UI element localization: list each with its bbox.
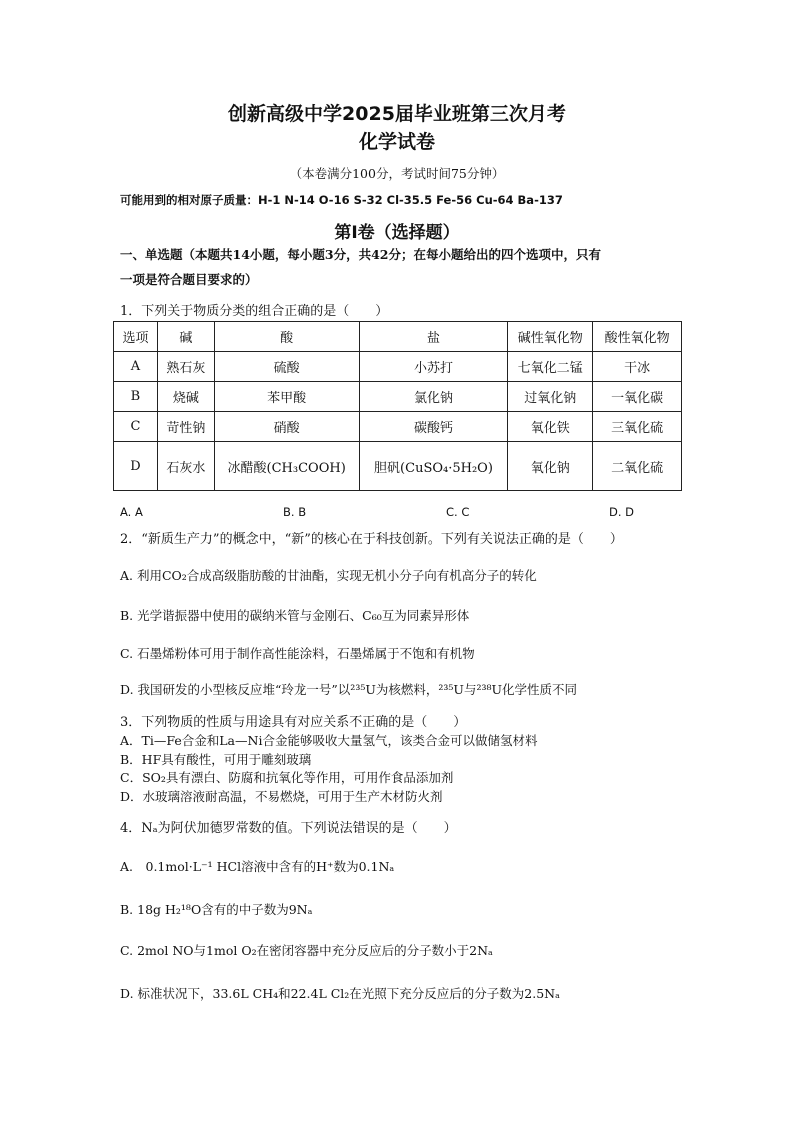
- q3-option-b: B．HF具有酸性，可用于雕刻玻璃: [120, 752, 312, 767]
- table-header-cell: 碱: [157, 322, 214, 352]
- q3-option-d: D．水玻璃溶液耐高温，不易燃烧，可用于生产木材防火剂: [120, 789, 443, 804]
- table-cell: 干冰: [593, 352, 682, 382]
- q4-stem: 4．Nₐ为阿伏加德罗常数的值。下列说法错误的是（ ）: [120, 821, 457, 836]
- q1-answer-b: B. B: [283, 505, 307, 519]
- q1-stem: 1．下列关于物质分类的组合正确的是（ ）: [120, 304, 389, 319]
- table-cell: 胆矾(CuSO₄·5H₂O): [359, 442, 508, 491]
- table-cell: 三氧化硫: [593, 412, 682, 442]
- q2-option-a: A. 利用CO₂合成高级脂肪酸的甘油酯，实现无机小分子向有机高分子的转化: [120, 568, 537, 583]
- q4-option-a: A. 0.1mol·L⁻¹ HCl溶液中含有的H⁺数为0.1Nₐ: [120, 859, 395, 874]
- q4-option-c: C. 2mol NO与1mol O₂在密闭容器中充分反应后的分子数小于2Nₐ: [120, 943, 493, 958]
- q3-option-a: A．Ti—Fe合金和La—Ni合金能够吸收大量氢气，该类合金可以做储氢材料: [120, 733, 538, 748]
- table-header-cell: 酸性氧化物: [593, 322, 682, 352]
- atomic-masses: 可能用到的相对原子质量：H-1 N-14 O-16 S-32 Cl-35.5 Fe-56 Cu-64 Ba-137: [120, 193, 563, 207]
- table-header-cell: 酸: [214, 322, 359, 352]
- q3-stem: 3．下列物质的性质与用途具有对应关系不正确的是（ ）: [120, 715, 467, 730]
- q3-option-c: C．SO₂具有漂白、防腐和抗氧化等作用，可用作食品添加剂: [120, 770, 454, 785]
- table-cell: 冰醋酸(CH₃COOH): [214, 442, 359, 491]
- table-cell: 氧化铁: [508, 412, 593, 442]
- table-cell: 七氧化二锰: [508, 352, 593, 382]
- table-cell: 二氧化硫: [593, 442, 682, 491]
- table-cell: 氧化钠: [508, 442, 593, 491]
- table-cell: 一氧化碳: [593, 382, 682, 412]
- table-row: [114, 442, 682, 491]
- table-row: [114, 352, 682, 382]
- table-header-cell: 盐: [359, 322, 508, 352]
- exam-note: （本卷满分100分，考试时间75分钟）: [289, 166, 505, 181]
- table-cell: A: [114, 352, 158, 382]
- table-header-row: [114, 322, 682, 352]
- table-cell: 熟石灰: [157, 352, 214, 382]
- q2-stem: 2．“新质生产力”的概念中，“新”的核心在于科技创新。下列有关说法正确的是（ ）: [120, 532, 623, 547]
- section-instruction-line2: 一项是符合题目要求的）: [120, 272, 258, 287]
- q1-answer-d: D. D: [609, 505, 635, 519]
- q4-option-d: D. 标准状况下，33.6L CH₄和22.4L Cl₂在光照下充分反应后的分子数为2.5Nₐ: [120, 986, 560, 1001]
- classification-table: [113, 321, 682, 491]
- table-cell: 过氧化钠: [508, 382, 593, 412]
- table-cell: B: [114, 382, 158, 412]
- table-cell: 苛性钠: [157, 412, 214, 442]
- table-header-cell: 碱性氧化物: [508, 322, 593, 352]
- section-title: 第I卷（选择题）: [334, 223, 460, 243]
- table-header-cell: 选项: [114, 322, 158, 352]
- table-cell: 硫酸: [214, 352, 359, 382]
- table-cell: D: [114, 442, 158, 491]
- q1-answer-c: C. C: [446, 505, 470, 519]
- table-cell: 硝酸: [214, 412, 359, 442]
- table-cell: 烧碱: [157, 382, 214, 412]
- q4-option-b: B. 18g H₂¹⁸O含有的中子数为9Nₐ: [120, 902, 313, 917]
- exam-title: 创新高级中学2025届毕业班第三次月考: [228, 103, 566, 125]
- table-row: [114, 382, 682, 412]
- table-cell: 氯化钠: [359, 382, 508, 412]
- table-cell: 石灰水: [157, 442, 214, 491]
- table-cell: 小苏打: [359, 352, 508, 382]
- table-cell: 碳酸钙: [359, 412, 508, 442]
- q2-option-d: D. 我国研发的小型核反应堆“玲龙一号”以²³⁵U为核燃料，²³⁵U与²³⁸U化学性质不同: [120, 682, 578, 697]
- table-cell: C: [114, 412, 158, 442]
- q1-answer-a: A. A: [120, 505, 143, 519]
- q2-option-c: C. 石墨烯粉体可用于制作高性能涂料，石墨烯属于不饱和有机物: [120, 646, 475, 661]
- q2-option-b: B. 光学谐振器中使用的碳纳米管与金刚石、C₆₀互为同素异形体: [120, 608, 470, 623]
- exam-subject: 化学试卷: [358, 131, 435, 153]
- table-row: [114, 412, 682, 442]
- table-cell: 苯甲酸: [214, 382, 359, 412]
- section-instruction-line1: 一、单选题（本题共14小题，每小题3分，共42分；在每小题给出的四个选项中，只有: [120, 247, 601, 262]
